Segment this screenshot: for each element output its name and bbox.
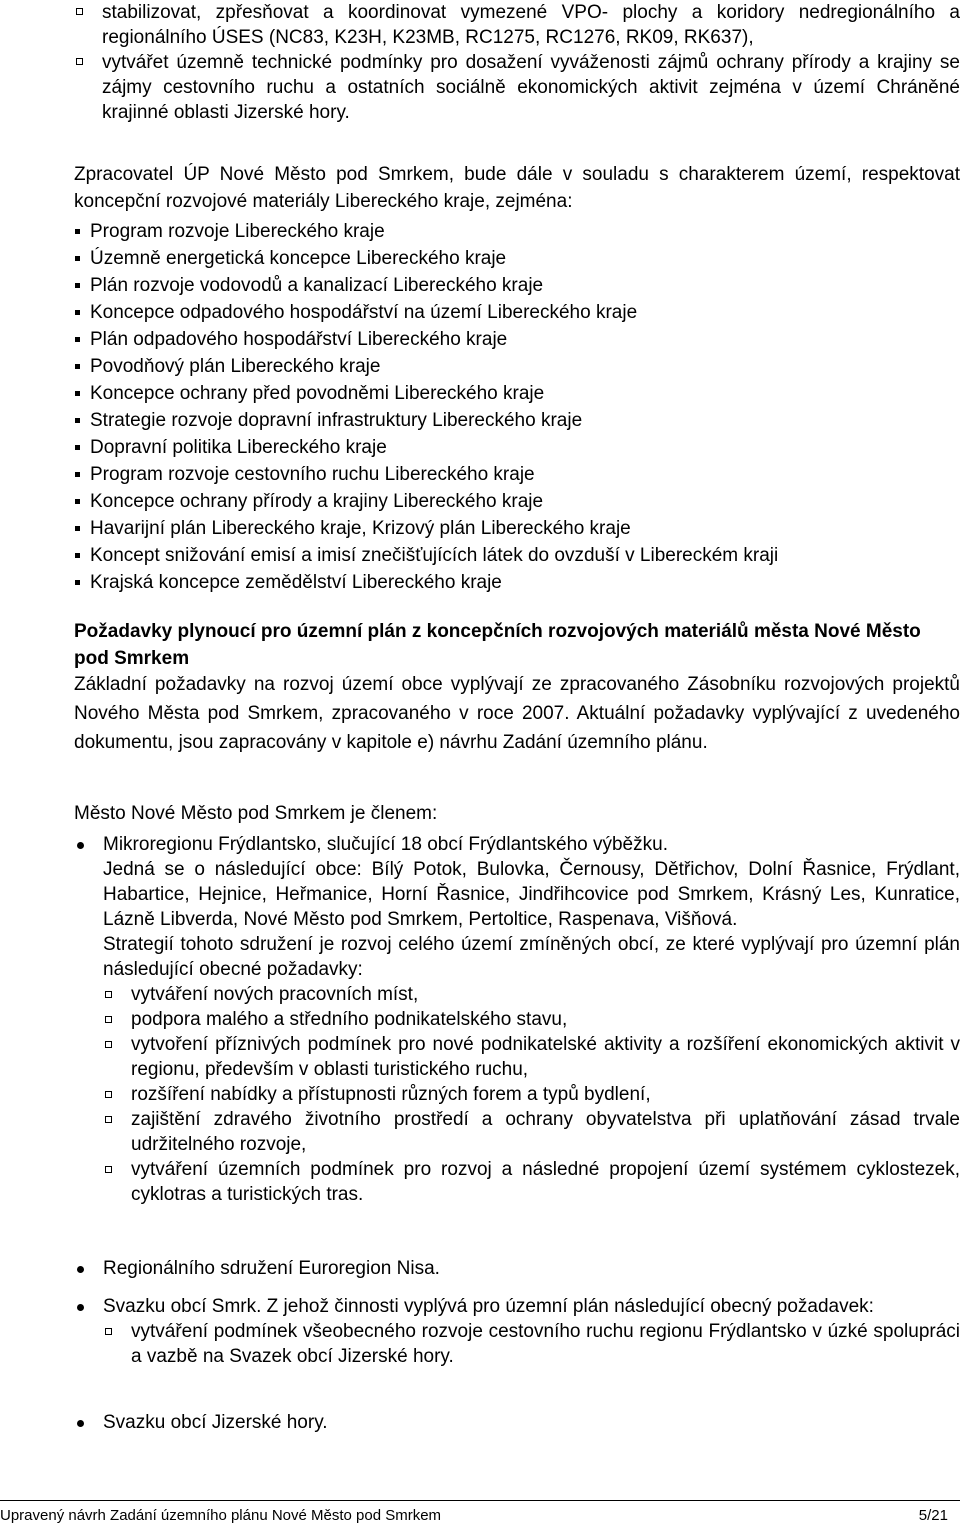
list-item	[103, 1319, 960, 1369]
bullet-icon	[75, 418, 80, 423]
square-bullet-icon	[105, 1041, 112, 1048]
footer-document-title: Upravený návrh Zadání územního plánu Nové Město pod Smrkem	[0, 1507, 442, 1524]
bullet-icon	[75, 256, 80, 261]
bullet-icon	[75, 580, 80, 585]
list-item	[74, 0, 960, 50]
list-item	[74, 569, 960, 596]
bullet-icon	[75, 526, 80, 531]
square-bullet-icon	[105, 1091, 112, 1098]
bullet-icon	[75, 337, 80, 342]
list-item	[74, 299, 960, 326]
membership-strategy: Strategií tohoto sdružení je rozvoj celého území zmíněných obcí, ze které vyplývají pro územní plán následující obecné požadavky:	[103, 934, 960, 980]
bullet-icon	[75, 364, 80, 369]
square-bullet-icon	[105, 1016, 112, 1023]
list-item	[74, 50, 960, 125]
bullet-icon	[75, 553, 80, 558]
square-bullet-icon	[105, 1166, 112, 1173]
membership-item-euroregion	[74, 1256, 960, 1281]
list-item	[74, 488, 960, 515]
list-item	[74, 353, 960, 380]
list-item	[74, 218, 960, 245]
round-bullet-icon	[77, 1304, 84, 1311]
list-item-text: Krajská koncepce zemědělství Libereckého kraje	[90, 572, 502, 593]
square-bullet-icon	[76, 8, 83, 15]
membership-body	[103, 1294, 960, 1369]
membership-item-frydlantsko	[74, 832, 960, 1207]
membership-body	[103, 1256, 960, 1281]
basic-requirements-paragraph: Základní požadavky na rozvoj území obce vyplývají ze zpracovaného Zásobníku rozvojových projektů Nového Města pod Smrkem, zpracovaného v roce 2007. Aktuální požadavky vyplývající z uvedeného dokumentu, jsou zapracovány v kapitole e) návrhu Zadání územního plánu.	[74, 674, 960, 753]
membership-item-jizerske-hory	[74, 1410, 960, 1435]
membership-title: Svazku obcí Jizerské hory.	[103, 1412, 328, 1433]
list-item-text: vytváření podmínek všeobecného rozvoje cestovního ruchu regionu Frýdlantsko v úzké spolupráci a vazbě na Svazek obcí Jizerské hory.	[131, 1321, 960, 1367]
list-item	[74, 461, 960, 488]
bullet-icon	[75, 391, 80, 396]
list-item-text: Koncepce ochrany před povodněmi Libereckého kraje	[90, 383, 545, 404]
materials-intro: Zpracovatel ÚP Nové Město pod Smrkem, bude dále v souladu s charakterem území, respektovat koncepční rozvojové materiály Libereckého kraje, zejména:	[74, 164, 960, 212]
square-bullet-icon	[105, 1328, 112, 1335]
list-item	[74, 245, 960, 272]
list-item-text: vytváření nových pracovních míst,	[131, 984, 419, 1005]
round-bullet-icon	[77, 1420, 84, 1427]
list-item-text: vytváření územních podmínek pro rozvoj a následné propojení území systémem cyklostezek, cyklotras a turistických tras.	[131, 1159, 960, 1205]
list-item	[103, 1082, 960, 1107]
list-item	[74, 542, 960, 569]
membership-body	[103, 1410, 960, 1435]
list-item-text: Koncepce ochrany přírody a krajiny Libereckého kraje	[90, 491, 544, 512]
list-item-text: Program rozvoje cestovního ruchu Libereckého kraje	[90, 464, 535, 485]
square-bullet-icon	[76, 58, 83, 65]
list-item	[74, 380, 960, 407]
list-item-text: Koncept snižování emisí a imisí znečišťujících látek do ovzduší v Libereckém kraji	[90, 545, 779, 566]
list-item-text: Havarijní plán Libereckého kraje, Krizový plán Libereckého kraje	[90, 518, 631, 539]
list-item-text: rozšíření nabídky a přístupnosti různých forem a typů bydlení,	[131, 1084, 651, 1105]
list-item	[103, 1032, 960, 1082]
membership-title: Mikroregionu Frýdlantsko, slučující 18 obcí Frýdlantského výběžku.	[103, 834, 668, 855]
bullet-icon	[75, 283, 80, 288]
list-item-text: Povodňový plán Libereckého kraje	[90, 356, 381, 377]
list-item-text: Územně energetická koncepce Libereckého kraje	[90, 248, 507, 269]
list-item-text: Koncepce odpadového hospodářství na území Libereckého kraje	[90, 302, 638, 323]
list-item-text: Program rozvoje Libereckého kraje	[90, 221, 385, 242]
list-item	[74, 515, 960, 542]
top-requirements-list	[74, 0, 960, 125]
strategy-requirements-list	[103, 982, 960, 1207]
list-item-text: zajištění zdravého životního prostředí a ochrany obyvatelstva při uplatňování zásad trvale udržitelného rozvoje,	[131, 1109, 960, 1155]
membership-title: Regionálního sdružení Euroregion Nisa.	[103, 1258, 440, 1279]
list-item	[74, 434, 960, 461]
square-bullet-icon	[105, 1116, 112, 1123]
bullet-icon	[75, 499, 80, 504]
footer-page-number: 5/21	[918, 1507, 948, 1524]
round-bullet-icon	[77, 1266, 84, 1273]
footer-divider	[0, 1500, 960, 1501]
smrk-requirements-list	[103, 1319, 960, 1369]
regional-materials-list	[74, 218, 960, 596]
bullet-icon	[75, 229, 80, 234]
membership-towns: Jedná se o následující obce: Bílý Potok, Bulovka, Černousy, Dětřichov, Dolní Řasnice, Frýdlant, Habartice, Hejnice, Heřmanice, Horní Řasnice, Jindřihcovice pod Smrkem, Krásný Les, Kunratice, Lázně Libverda, Nové Město pod Smrkem, Pertoltice, Raspenava, Višňová.	[103, 859, 960, 930]
list-item-text: podpora malého a středního podnikatelského stavu,	[131, 1009, 568, 1030]
section-heading: Požadavky plynoucí pro územní plán z koncepčních rozvojových materiálů města Nové Město pod Smrkem	[74, 621, 921, 669]
bullet-icon	[75, 310, 80, 315]
square-bullet-icon	[105, 991, 112, 998]
list-item-text: vytvoření příznivých podmínek pro nové podnikatelské aktivity a rozšíření ekonomických aktivit v regionu, především v oblasti turistického ruchu,	[131, 1034, 960, 1080]
list-item	[74, 326, 960, 353]
list-item-text: Plán odpadového hospodářství Libereckého kraje	[90, 329, 508, 350]
list-item-text: stabilizovat, zpřesňovat a koordinovat vymezené VPO- plochy a koridory nedregionálního a regionálního ÚSES (NC83, K23H, K23MB, RC1275, RC1276, RK09, RK637),	[102, 2, 960, 48]
list-item	[103, 1107, 960, 1157]
list-item	[74, 272, 960, 299]
membership-body	[103, 832, 960, 1207]
list-item-text: Plán rozvoje vodovodů a kanalizací Libereckého kraje	[90, 275, 544, 296]
bullet-icon	[75, 472, 80, 477]
membership-intro: Město Nové Město pod Smrkem je členem:	[74, 803, 438, 824]
list-item	[103, 1007, 960, 1032]
membership-item-smrk	[74, 1294, 960, 1369]
round-bullet-icon	[77, 842, 84, 849]
list-item	[74, 407, 960, 434]
list-item-text: vytvářet územně technické podmínky pro dosažení vyváženosti zájmů ochrany přírody a krajiny se zájmy cestovního ruchu a ostatních sociálně ekonomických aktivit zejména v území Chráněné krajinné oblasti Jizerské hory.	[102, 52, 960, 123]
list-item	[103, 982, 960, 1007]
list-item-text: Dopravní politika Libereckého kraje	[90, 437, 387, 458]
list-item	[103, 1157, 960, 1207]
membership-title: Svazku obcí Smrk. Z jehož činnosti vyplývá pro územní plán následující obecný požadavek:	[103, 1296, 874, 1317]
list-item-text: Strategie rozvoje dopravní infrastruktury Libereckého kraje	[90, 410, 583, 431]
bullet-icon	[75, 445, 80, 450]
